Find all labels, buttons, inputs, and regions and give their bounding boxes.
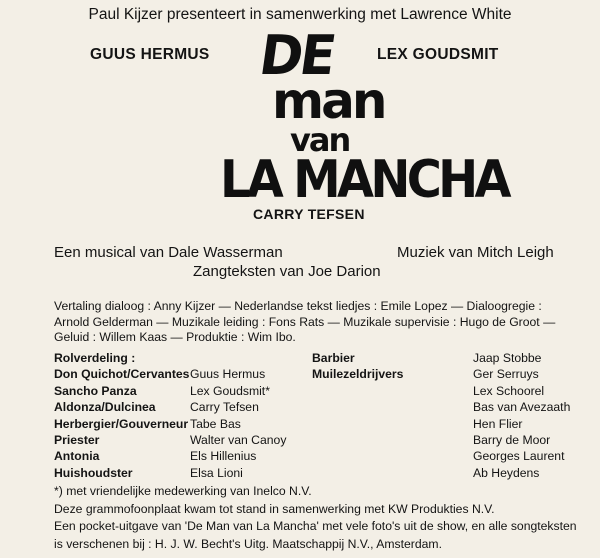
lyrics-credit: Zangteksten van Joe Darion xyxy=(193,263,381,280)
cast-role: Herbergier/Gouverneur xyxy=(54,416,189,431)
cast-role: Sancho Panza xyxy=(54,383,137,398)
production-credits xyxy=(54,299,594,346)
cast-actor: Tabe Bas xyxy=(190,416,241,431)
title-logo xyxy=(220,24,508,210)
production-line: Geluid : Willem Kaas — Produktie : Wim Ibo. xyxy=(54,330,296,344)
production-line: Vertaling dialoog : Anny Kijzer — Nederlandse tekst liedjes : Emile Lopez — Dialoogregie : xyxy=(54,299,542,313)
cast-role: Antonia xyxy=(54,449,100,464)
logo-line-la-mancha: LA MANCHA xyxy=(220,150,508,210)
presenter-line: Paul Kijzer presenteert in samenwerking met Lawrence White xyxy=(88,6,512,23)
footnote-line: *) met vriendelijke medewerking van Inelco N.V. xyxy=(54,484,312,498)
cast-actors-right xyxy=(473,350,570,481)
book-credit: Een musical van Dale Wasserman xyxy=(54,244,283,261)
cast-role: Priester xyxy=(54,432,100,447)
footnote-line: Deze grammofoonplaat kwam tot stand in samenwerking met KW Produkties N.V. xyxy=(54,501,495,516)
logo-line-de: DE xyxy=(255,24,338,88)
music-credit: Muziek van Mitch Leigh xyxy=(397,244,554,261)
cast-actor: Walter van Canoy xyxy=(190,432,287,447)
cast-actor: Elsa Lioni xyxy=(190,465,243,480)
cast-actor: Ab Heydens xyxy=(473,465,540,480)
footnote-line: is verschenen bij : H. J. W. Becht's Uitg. Maatschappij N.V., Amsterdam. xyxy=(54,536,442,551)
cast-role: Muilezeldrijvers xyxy=(312,367,404,382)
cast-actor: Carry Tefsen xyxy=(190,400,259,415)
cast-role: Aldonza/Dulcinea xyxy=(54,400,156,415)
cast-actor: Ger Serruys xyxy=(473,367,539,382)
footnotes xyxy=(54,483,594,553)
cast-actor: Els Hillenius xyxy=(190,449,257,464)
cast-role: Don Quichot/Cervantes xyxy=(54,367,190,382)
production-line: Arnold Gelderman — Muzikale leiding : Fons Rats — Muzikale supervisie : Hugo de Groot — xyxy=(54,314,556,329)
lead-actor-right: LEX GOUDSMIT xyxy=(377,46,499,63)
cast-actor: Lex Goudsmit* xyxy=(190,383,270,398)
cast-actor: Barry de Moor xyxy=(473,432,551,447)
logo-line-van: van xyxy=(290,121,350,159)
footnote-line: Een pocket-uitgave van 'De Man van La Mancha' met vele foto's uit de show, en alle songteksten xyxy=(54,519,577,533)
lead-actor-left: GUUS HERMUS xyxy=(90,46,210,63)
cast-actor: Jaap Stobbe xyxy=(473,351,542,365)
cast-actor: Georges Laurent xyxy=(473,449,565,464)
cast-actors-left xyxy=(190,350,286,481)
cast-actor: Hen Flier xyxy=(473,416,523,431)
cast-actor: Lex Schoorel xyxy=(473,383,545,398)
co-star-name: CARRY TEFSEN xyxy=(253,206,365,222)
cast-role: Huishoudster xyxy=(54,465,133,480)
cast-actor: Bas van Avezaath xyxy=(473,400,571,415)
logo-line-man: man xyxy=(272,72,385,130)
cast-actor: Guus Hermus xyxy=(190,367,266,382)
cast-roles-right xyxy=(312,350,403,383)
cast-heading: Rolverdeling : xyxy=(54,351,136,365)
cast-roles-left xyxy=(54,350,189,481)
cast-role: Barbier xyxy=(312,351,355,365)
